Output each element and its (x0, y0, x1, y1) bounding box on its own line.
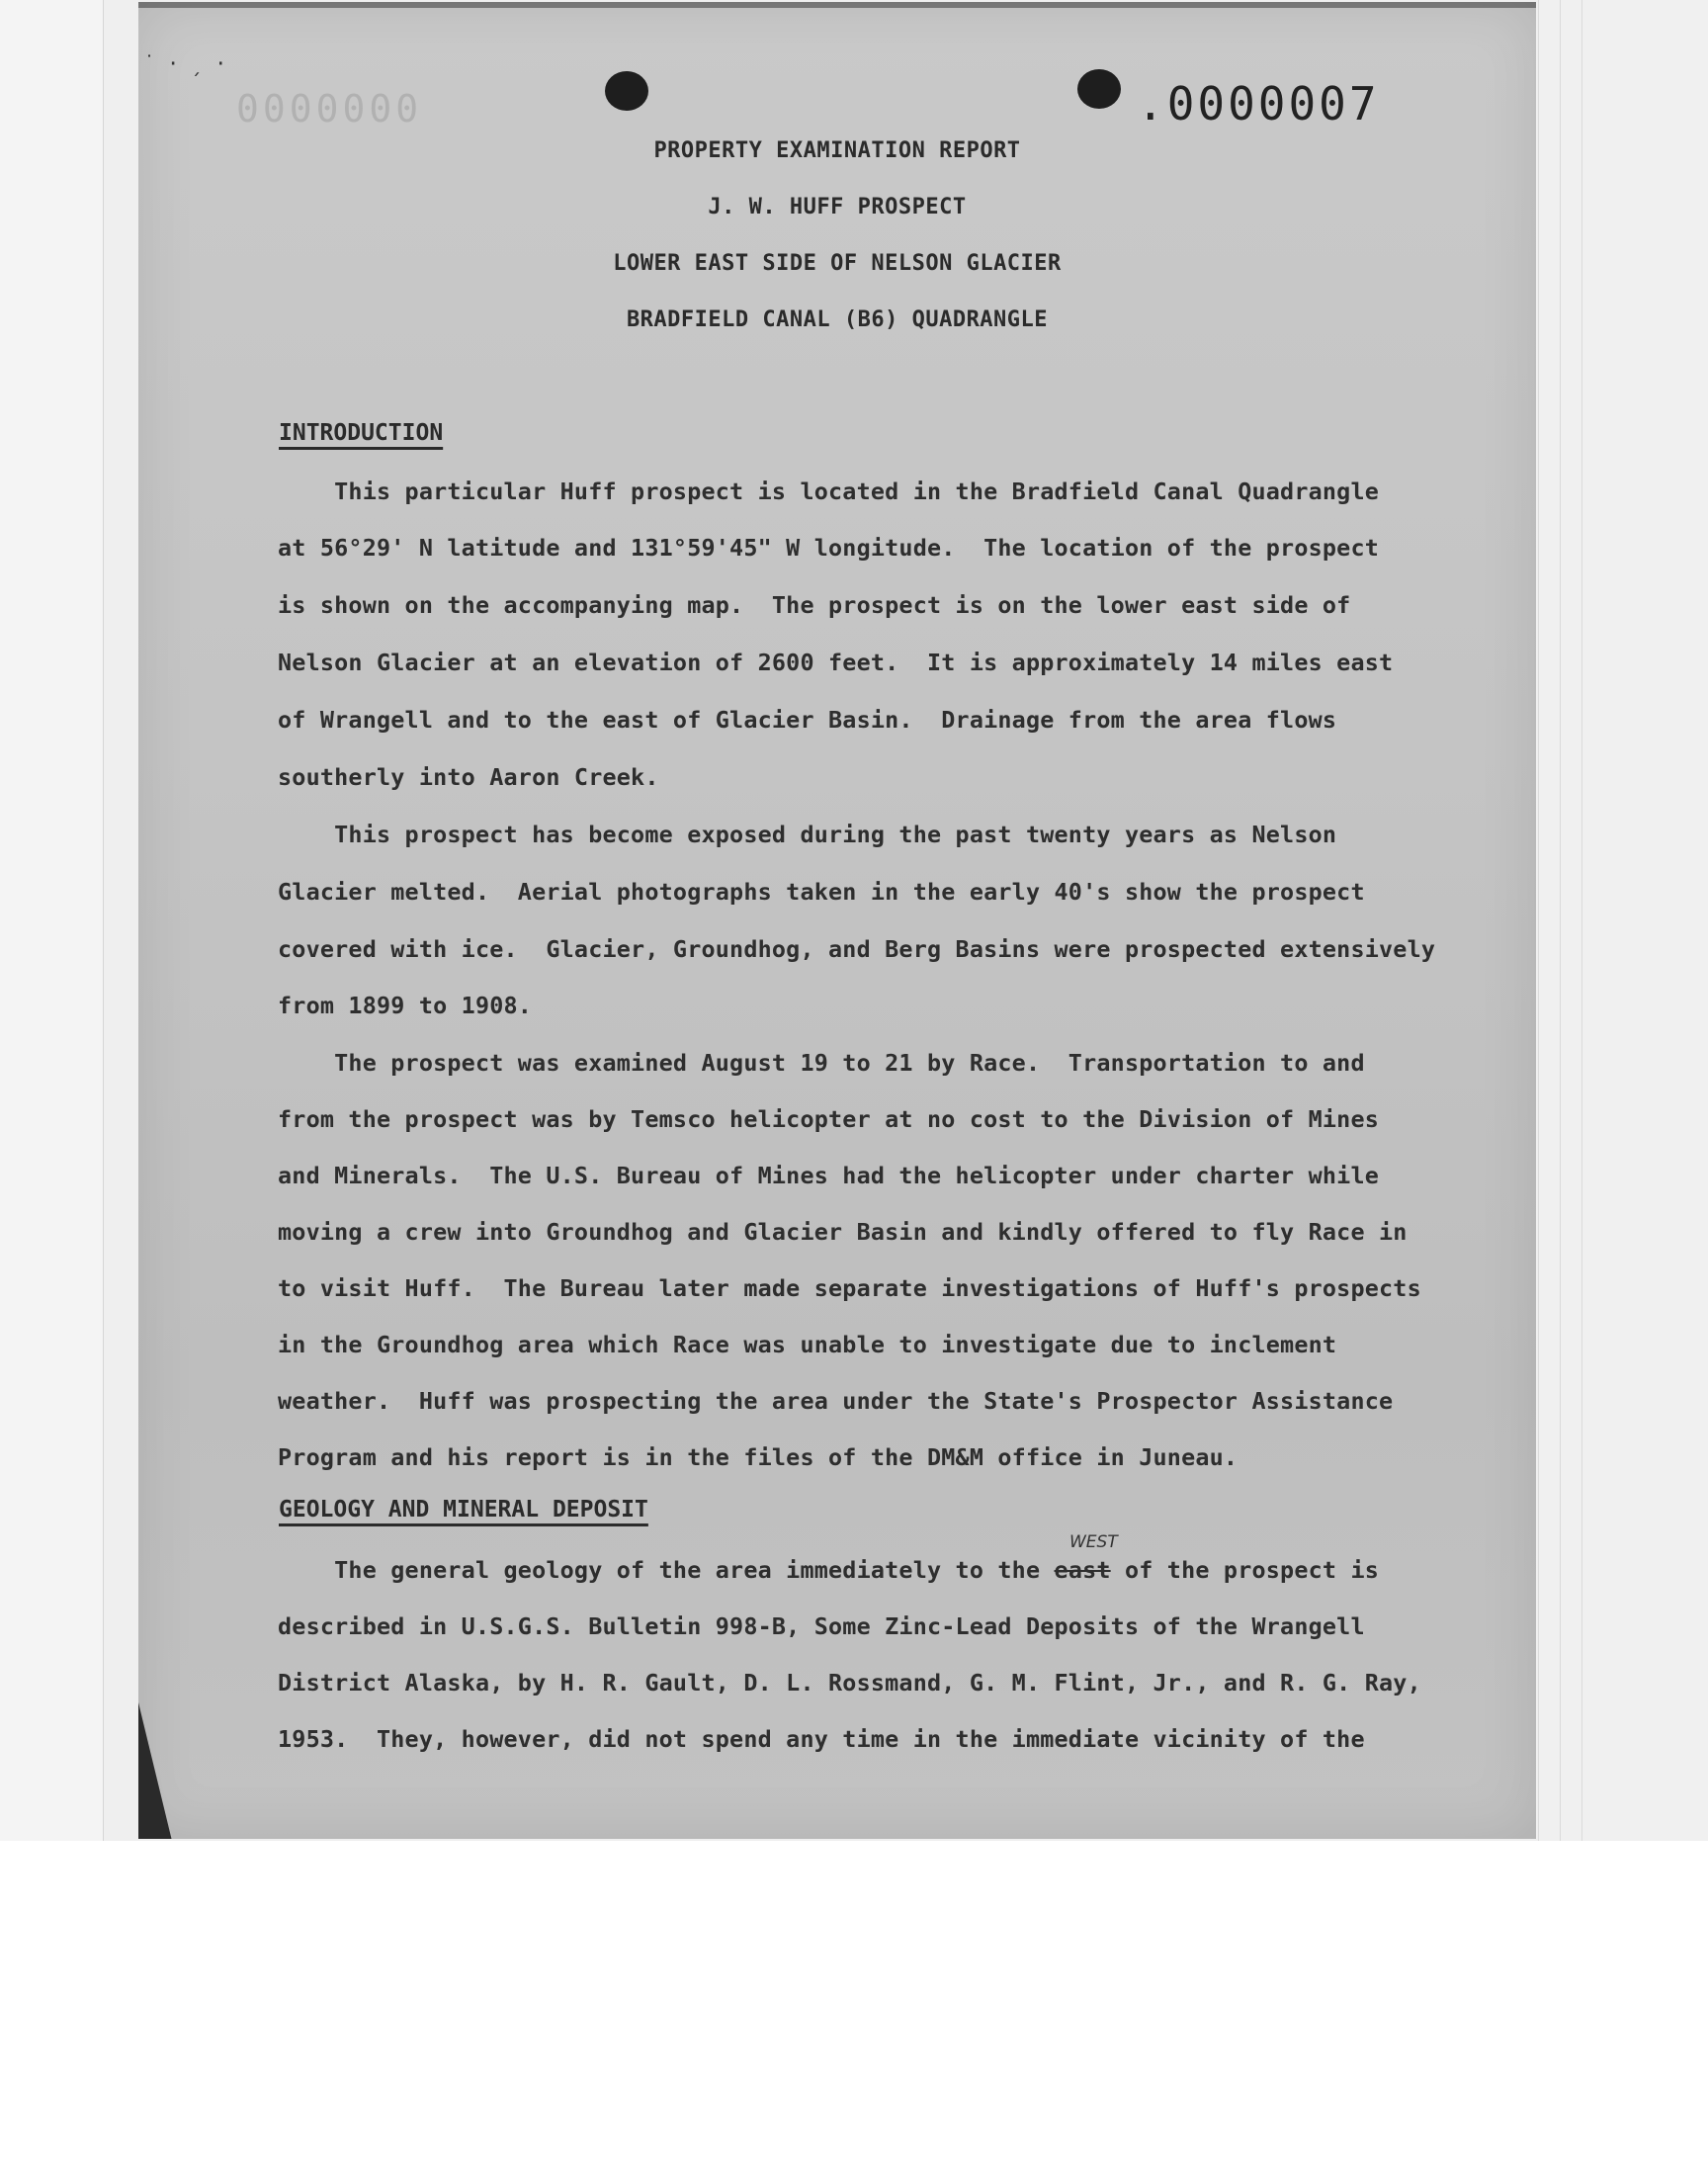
paragraph-line: 1953. They, however, did not spend any time in the immediate vicinity of the (278, 1725, 1365, 1753)
bleed-through-number: 0000000 (232, 87, 419, 130)
paragraph-line: The prospect was examined August 19 to 21 by Race. Transportation to and (278, 1049, 1365, 1077)
paragraph-line: Nelson Glacier at an elevation of 2600 feet. It is approximately 14 miles east (278, 649, 1394, 676)
location-line: LOWER EAST SIDE OF NELSON GLACIER (613, 251, 1062, 276)
paragraph-line: of Wrangell and to the east of Glacier Basin. Drainage from the area flows (278, 706, 1337, 734)
divider (1560, 0, 1561, 1841)
paragraph-line: southerly into Aaron Creek. (278, 763, 659, 791)
paragraph-line: District Alaska, by H. R. Gault, D. L. Rossmand, G. M. Flint, Jr., and R. G. Ray, (278, 1669, 1421, 1696)
paragraph-line: from 1899 to 1908. (278, 992, 533, 1019)
paragraph-line: covered with ice. Glacier, Groundhog, and Berg Basins were prospected extensively (278, 935, 1436, 963)
page-corner-shadow (138, 1702, 172, 1839)
paragraph-line: moving a crew into Groundhog and Glacier Basin and kindly offered to fly Race in (278, 1218, 1408, 1246)
paragraph-line: This prospect has become exposed during the past twenty years as Nelson (278, 821, 1337, 848)
text-segment: of the prospect is (1110, 1556, 1380, 1584)
struck-word: east (1054, 1556, 1111, 1584)
paragraph-line: and Minerals. The U.S. Bureau of Mines had the helicopter under charter while (278, 1162, 1380, 1189)
paragraph-line: weather. Huff was prospecting the area under the State's Prospector Assistance (278, 1387, 1394, 1415)
page-top-edge (138, 2, 1536, 8)
paragraph-line: to visit Huff. The Bureau later made separate investigations of Huff's prospects (278, 1274, 1421, 1302)
paragraph-line: at 56°29' N latitude and 131°59'45" W longitude. The location of the prospect (278, 534, 1380, 562)
prospect-name: J. W. HUFF PROSPECT (708, 195, 967, 219)
quadrangle-line: BRADFIELD CANAL (B6) QUADRANGLE (626, 307, 1049, 332)
paragraph-line: described in U.S.G.S. Bulletin 998-B, Some Zinc-Lead Deposits of the Wrangell (278, 1612, 1365, 1640)
punch-hole-icon (1077, 69, 1121, 109)
geology-heading: GEOLOGY AND MINERAL DEPOSIT (279, 1497, 648, 1522)
paragraph-line: from the prospect was by Temsco helicopter at no cost to the Division of Mines (278, 1105, 1380, 1133)
paragraph-line (278, 1556, 1379, 1584)
divider (1581, 0, 1582, 1841)
left-margin-panel (0, 0, 104, 1841)
punch-hole-icon (605, 71, 648, 111)
paragraph-line: This particular Huff prospect is located in the Bradfield Canal Quadrangle (278, 478, 1380, 505)
paragraph-line: in the Groundhog area which Race was unable to investigate due to inclement (278, 1331, 1337, 1358)
text-segment: The general geology of the area immediately to the (278, 1556, 1055, 1584)
paragraph-line: is shown on the accompanying map. The prospect is on the lower east side of (278, 591, 1351, 619)
handwritten-correction: WEST (1069, 1532, 1118, 1552)
report-title: PROPERTY EXAMINATION REPORT (653, 138, 1021, 163)
introduction-heading: INTRODUCTION (279, 420, 444, 446)
paragraph-line: Program and his report is in the files of the DM&M office in Juneau. (278, 1443, 1238, 1471)
document-number: .0000007 (1137, 77, 1380, 130)
scan-specks: ˙ · ˏ · (143, 51, 227, 75)
right-margin-panel (1538, 0, 1708, 1841)
paragraph-line: Glacier melted. Aerial photographs taken in the early 40's show the prospect (278, 878, 1365, 906)
